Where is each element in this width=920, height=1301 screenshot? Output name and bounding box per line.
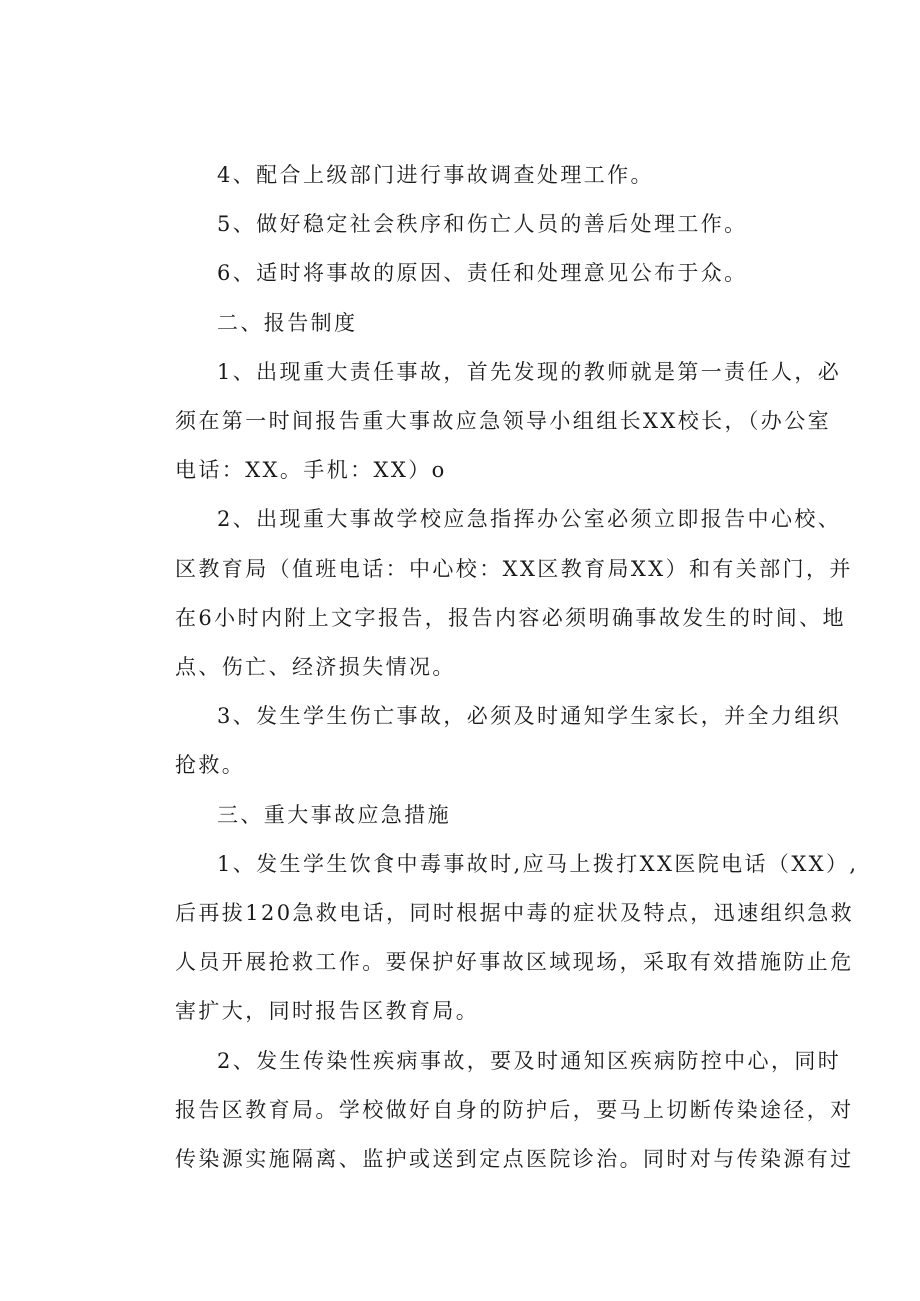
document-body: [133, 151, 859, 1184]
text-line: 点、伤亡、经济损失情况。: [175, 655, 456, 680]
paragraph-6: [133, 249, 798, 298]
text-line: 须在第一时间报告重大事故应急领导小组组长XX校长，（办公室: [175, 409, 831, 434]
section-heading-emergency-measures: [133, 791, 798, 840]
section-heading-report-system: [133, 299, 798, 348]
paragraph-report-3: [133, 692, 842, 790]
paragraph-report-2: [133, 495, 853, 692]
text-line: 区教育局（值班电话：中心校：XX区教育局XX）和有关部门，并: [175, 556, 853, 581]
text-line: 6、适时将事故的原因、责任和处理意见公布于众。: [217, 261, 748, 286]
text-line: 电话：XX。手机：XX）o: [175, 458, 447, 483]
paragraph-report-1: [133, 348, 842, 496]
section-heading: 三、重大事故应急措施: [217, 802, 451, 827]
text-line: 1、出现重大责任事故，首先发现的教师就是第一责任人，必: [217, 359, 842, 384]
text-line: 人员开展抢救工作。要保护好事故区域现场，采取有效措施防止危: [175, 950, 854, 975]
text-line: 害扩大，同时报告区教育局。: [175, 999, 480, 1024]
text-line: 传染源实施隔离、监护或送到定点医院诊治。同时对与传染源有过: [175, 1147, 854, 1172]
section-heading: 二、报告制度: [217, 310, 358, 335]
text-line: 在6小时内附上文字报告，报告内容必须明确事故发生的时间、地: [175, 605, 846, 630]
text-line: 4、配合上级部门进行事故调查处理工作。: [217, 163, 654, 187]
text-line: 后再拔120急救电话，同时根据中毒的症状及特点，迅速组织急救: [175, 901, 855, 926]
paragraph-5: [133, 200, 798, 249]
text-line: 报告区教育局。学校做好自身的防护后，要马上切断传染途径，对: [175, 1097, 854, 1122]
text-line: 1、发生学生饮食中毒事故时,应马上拨打XX医院电话（XX）,: [217, 851, 859, 876]
paragraph-measure-2: [133, 1037, 854, 1185]
text-line: 5、做好稳定社会秩序和伤亡人员的善后处理工作。: [217, 212, 748, 237]
paragraph-measure-1: [133, 840, 859, 1037]
text-line: 3、发生学生伤亡事故，必须及时通知学生家长，并全力组织: [217, 704, 842, 729]
text-line: 2、出现重大事故学校应急指挥办公室必须立即报告中心校、: [217, 507, 842, 532]
paragraph-4: [133, 151, 798, 200]
text-line: 2、发生传染性疾病事故，要及时通知区疾病防控中心，同时: [217, 1048, 842, 1073]
text-line: 抢救。: [175, 753, 246, 778]
